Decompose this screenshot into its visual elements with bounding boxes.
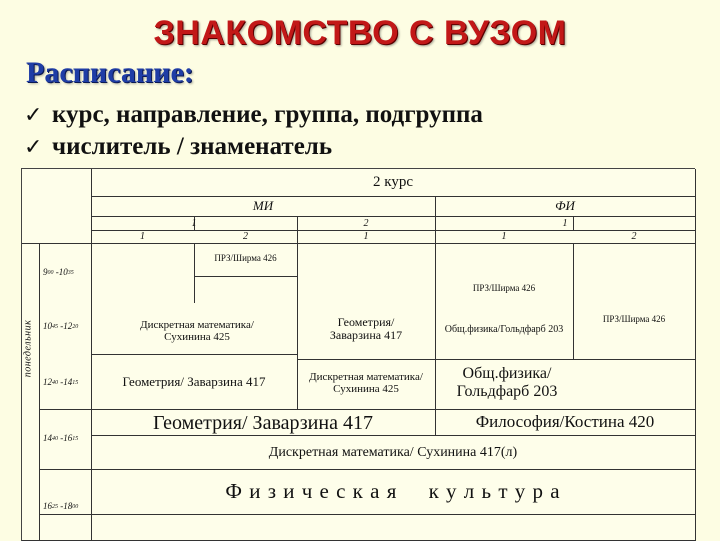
subgroup-header: 2 (631, 231, 637, 242)
slide-title: ЗНАКОМСТВО С ВУЗОМ (153, 14, 567, 52)
time-slot: 12 40 - 14 15 (43, 377, 79, 388)
time-slot: 14 40 - 16 15 (43, 433, 79, 444)
subgroup-header: 1 (140, 231, 145, 242)
class-cell: Дискретная математика/ Сухинина 425 (140, 318, 254, 343)
schedule-subtitle: Расписание: (26, 56, 194, 89)
class-cell: Общ.физика/Гольдфарб 203 (444, 323, 564, 335)
time-slot: 9 00 - 10 35 (43, 267, 74, 278)
group-header: 2 (363, 217, 369, 229)
class-cell: Ф и з и ч е с к а я к у л ь т у р а (225, 479, 561, 504)
class-cell: Дискретная математика/ Сухинина 417(л) (268, 444, 518, 460)
group-header: 1 (191, 217, 197, 229)
class-cell: Общ.физика/ Гольдфарб 203 (456, 365, 558, 400)
checkmark-icon: ✓ (24, 135, 43, 160)
checkmark-icon: ✓ (24, 103, 43, 128)
class-cell: Геометрия/ Заварзина 417 (153, 411, 373, 434)
class-cell: Геометрия/ Заварзина 417 (329, 314, 403, 342)
class-cell: ПРЗ/Ширма 426 (214, 253, 277, 264)
subgroup-header: 2 (243, 231, 248, 242)
time-slot: 16 25 - 18 00 (43, 501, 79, 512)
bullet-list (24, 99, 483, 163)
class-cell: ПРЗ/Ширма 426 (472, 283, 536, 294)
class-cell: ПРЗ/Ширма 426 (602, 314, 666, 325)
class-cell: Философия/Костина 420 (475, 412, 655, 432)
direction-header: ФИ (555, 197, 575, 213)
course-header: 2 курс (373, 174, 413, 191)
group-header: 1 (562, 217, 568, 229)
schedule-table: 2 курс МИ ФИ 1 2 1 1 2 1 1 2 понедельник 9 00 - 10 35 10 45 - 12 20 12 40 - 14 15 14 40 - 16 15 16 25 - 18 00 ПРЗ/Ширма 426 Дискретная математика/ Сухинина 425 Геометрия/ Заварзина 417 Геометрия/ Заварзина 417 Дискретная математика/ Сухинина 425 ПРЗ/Ширма 426 ПРЗ/Ширма 426 Общ.физика/Гольдфарб 203 Общ.физика/ Гольдфарб 203 Геометрия/ Заварзина 417 Философия/Костина 420 Дискретная математика/ Сухинина 417(л) Ф и з и ч е с к а я к у л ь т у р а (21, 168, 695, 541)
subgroup-header: 1 (501, 231, 507, 242)
bullet-item: ✓ числитель / знаменатель (24, 131, 483, 163)
direction-header: МИ (252, 197, 274, 213)
subgroup-header: 1 (363, 231, 369, 242)
class-cell: Дискретная математика/ Сухинина 425 (309, 370, 423, 395)
bullet-item: ✓ курс, направление, группа, подгруппа (24, 99, 483, 131)
class-cell: Геометрия/ Заварзина 417 (122, 373, 266, 389)
time-slot: 10 45 - 12 20 (43, 321, 79, 332)
